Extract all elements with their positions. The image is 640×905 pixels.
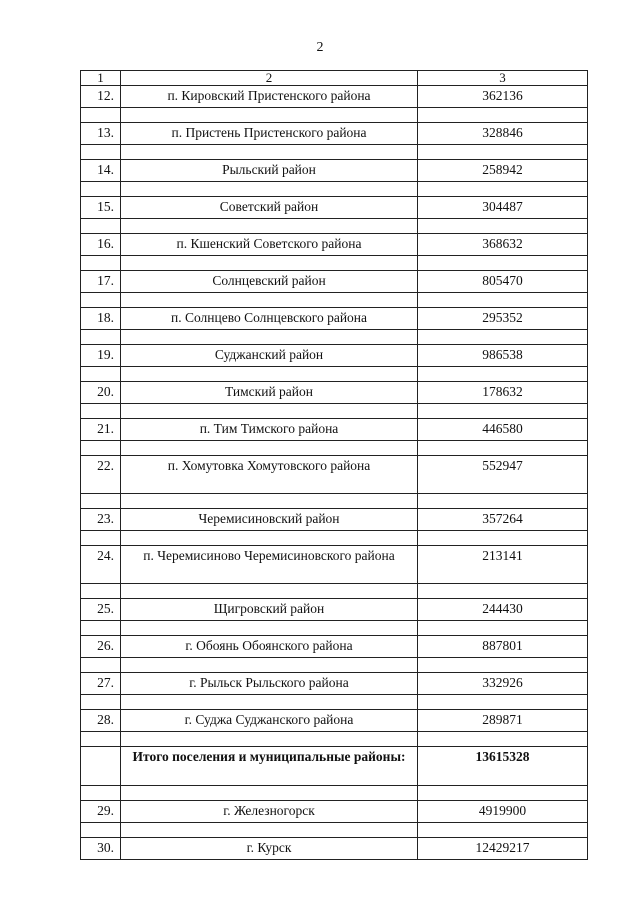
spacer-cell — [81, 658, 121, 673]
row-number: 13. — [81, 123, 121, 145]
spacer-cell — [418, 494, 588, 509]
spacer-row — [81, 256, 588, 271]
spacer-row — [81, 404, 588, 419]
table-header-row — [81, 71, 588, 86]
spacer-cell — [81, 256, 121, 271]
row-name: п. Черемисиново Черемисиновского района — [121, 546, 418, 584]
spacer-cell — [418, 108, 588, 123]
table-row — [81, 636, 588, 658]
spacer-cell — [121, 367, 418, 382]
table-body — [81, 71, 588, 860]
spacer-cell — [81, 367, 121, 382]
spacer-cell — [418, 531, 588, 546]
spacer-row — [81, 732, 588, 747]
spacer-row — [81, 330, 588, 345]
row-name: г. Рыльск Рыльского района — [121, 673, 418, 695]
spacer-cell — [81, 330, 121, 345]
table-row — [81, 234, 588, 256]
table-row — [81, 160, 588, 182]
row-number: 29. — [81, 801, 121, 823]
page-number: 2 — [316, 40, 324, 55]
row-value: 887801 — [418, 636, 588, 658]
spacer-row — [81, 219, 588, 234]
spacer-cell — [81, 695, 121, 710]
row-value: 328846 — [418, 123, 588, 145]
spacer-cell — [121, 732, 418, 747]
spacer-cell — [418, 219, 588, 234]
spacer-cell — [121, 293, 418, 308]
spacer-cell — [418, 732, 588, 747]
spacer-cell — [121, 658, 418, 673]
spacer-cell — [81, 293, 121, 308]
row-name: п. Пристень Пристенского района — [121, 123, 418, 145]
spacer-row — [81, 441, 588, 456]
row-name: Рыльский район — [121, 160, 418, 182]
spacer-row — [81, 145, 588, 160]
spacer-cell — [81, 786, 121, 801]
spacer-cell — [121, 695, 418, 710]
table-row — [81, 838, 588, 860]
allocation-table — [80, 70, 588, 860]
row-value: 4919900 — [418, 801, 588, 823]
row-value: 12429217 — [418, 838, 588, 860]
spacer-cell — [418, 256, 588, 271]
row-number: 30. — [81, 838, 121, 860]
spacer-cell — [81, 145, 121, 160]
row-number: 24. — [81, 546, 121, 584]
spacer-cell — [81, 732, 121, 747]
spacer-cell — [81, 404, 121, 419]
row-number: 14. — [81, 160, 121, 182]
spacer-cell — [418, 182, 588, 197]
spacer-cell — [81, 823, 121, 838]
spacer-cell — [418, 786, 588, 801]
row-name: Солнцевский район — [121, 271, 418, 293]
row-number: 28. — [81, 710, 121, 732]
header-col-value: 3 — [418, 71, 588, 86]
row-value: 295352 — [418, 308, 588, 330]
row-number: 20. — [81, 382, 121, 404]
row-name: Советский район — [121, 197, 418, 219]
spacer-cell — [418, 823, 588, 838]
row-name: Тимский район — [121, 382, 418, 404]
row-name: п. Кшенский Советского района — [121, 234, 418, 256]
spacer-cell — [81, 182, 121, 197]
table-row — [81, 546, 588, 584]
row-value: 446580 — [418, 419, 588, 441]
spacer-cell — [121, 531, 418, 546]
spacer-row — [81, 658, 588, 673]
table-row — [81, 801, 588, 823]
row-number: 21. — [81, 419, 121, 441]
row-value: 244430 — [418, 599, 588, 621]
spacer-cell — [121, 823, 418, 838]
spacer-cell — [121, 584, 418, 599]
spacer-row — [81, 621, 588, 636]
row-value: 552947 — [418, 456, 588, 494]
row-number: 27. — [81, 673, 121, 695]
spacer-cell — [418, 658, 588, 673]
row-number: 15. — [81, 197, 121, 219]
table-row — [81, 509, 588, 531]
spacer-row — [81, 494, 588, 509]
table-row — [81, 86, 588, 108]
spacer-row — [81, 182, 588, 197]
table-row — [81, 599, 588, 621]
row-name: п. Хомутовка Хомутовского района — [121, 456, 418, 494]
row-value: 289871 — [418, 710, 588, 732]
table-row — [81, 673, 588, 695]
spacer-cell — [121, 404, 418, 419]
spacer-cell — [418, 404, 588, 419]
header-col-name: 2 — [121, 71, 418, 86]
spacer-cell — [121, 494, 418, 509]
spacer-row — [81, 786, 588, 801]
row-name: г. Железногорск — [121, 801, 418, 823]
spacer-cell — [121, 441, 418, 456]
spacer-cell — [418, 145, 588, 160]
table-row — [81, 197, 588, 219]
spacer-cell — [418, 367, 588, 382]
row-value: 986538 — [418, 345, 588, 367]
row-value: 368632 — [418, 234, 588, 256]
spacer-cell — [121, 182, 418, 197]
spacer-cell — [81, 621, 121, 636]
table-row — [81, 345, 588, 367]
row-name: Итого поселения и муниципальные районы: — [121, 747, 418, 786]
table-row — [81, 419, 588, 441]
spacer-cell — [81, 584, 121, 599]
row-name: п. Солнцево Солнцевского района — [121, 308, 418, 330]
spacer-cell — [121, 256, 418, 271]
row-value: 805470 — [418, 271, 588, 293]
spacer-cell — [418, 441, 588, 456]
row-name: п. Тим Тимского района — [121, 419, 418, 441]
spacer-cell — [121, 108, 418, 123]
row-number: 18. — [81, 308, 121, 330]
table-row — [81, 123, 588, 145]
row-number: 12. — [81, 86, 121, 108]
row-value: 304487 — [418, 197, 588, 219]
header-col-number: 1 — [81, 71, 121, 86]
row-number: 16. — [81, 234, 121, 256]
spacer-cell — [121, 786, 418, 801]
row-number: 19. — [81, 345, 121, 367]
spacer-row — [81, 531, 588, 546]
spacer-cell — [121, 621, 418, 636]
row-name: г. Обоянь Обоянского района — [121, 636, 418, 658]
table-row — [81, 456, 588, 494]
row-name: Суджанский район — [121, 345, 418, 367]
spacer-cell — [121, 219, 418, 234]
row-value: 357264 — [418, 509, 588, 531]
spacer-cell — [81, 494, 121, 509]
row-name: Черемисиновский район — [121, 509, 418, 531]
spacer-row — [81, 367, 588, 382]
spacer-cell — [81, 219, 121, 234]
row-number: 17. — [81, 271, 121, 293]
row-number: 22. — [81, 456, 121, 494]
row-value: 13615328 — [418, 747, 588, 786]
row-number: 26. — [81, 636, 121, 658]
spacer-row — [81, 695, 588, 710]
table-row — [81, 308, 588, 330]
spacer-row — [81, 584, 588, 599]
spacer-cell — [81, 441, 121, 456]
table-row — [81, 382, 588, 404]
spacer-row — [81, 293, 588, 308]
row-value: 258942 — [418, 160, 588, 182]
row-number — [81, 747, 121, 786]
row-number: 25. — [81, 599, 121, 621]
spacer-cell — [418, 293, 588, 308]
spacer-cell — [81, 108, 121, 123]
table-row — [81, 271, 588, 293]
row-number: 23. — [81, 509, 121, 531]
total-row — [81, 747, 588, 786]
spacer-cell — [418, 330, 588, 345]
row-name: п. Кировский Пристенского района — [121, 86, 418, 108]
spacer-cell — [418, 584, 588, 599]
spacer-cell — [81, 531, 121, 546]
row-value: 178632 — [418, 382, 588, 404]
spacer-row — [81, 108, 588, 123]
spacer-cell — [121, 145, 418, 160]
spacer-cell — [418, 621, 588, 636]
spacer-cell — [418, 695, 588, 710]
table-row — [81, 710, 588, 732]
spacer-row — [81, 823, 588, 838]
row-name: г. Курск — [121, 838, 418, 860]
row-value: 332926 — [418, 673, 588, 695]
row-name: Щигровский район — [121, 599, 418, 621]
spacer-cell — [121, 330, 418, 345]
row-value: 213141 — [418, 546, 588, 584]
row-value: 362136 — [418, 86, 588, 108]
row-name: г. Суджа Суджанского района — [121, 710, 418, 732]
